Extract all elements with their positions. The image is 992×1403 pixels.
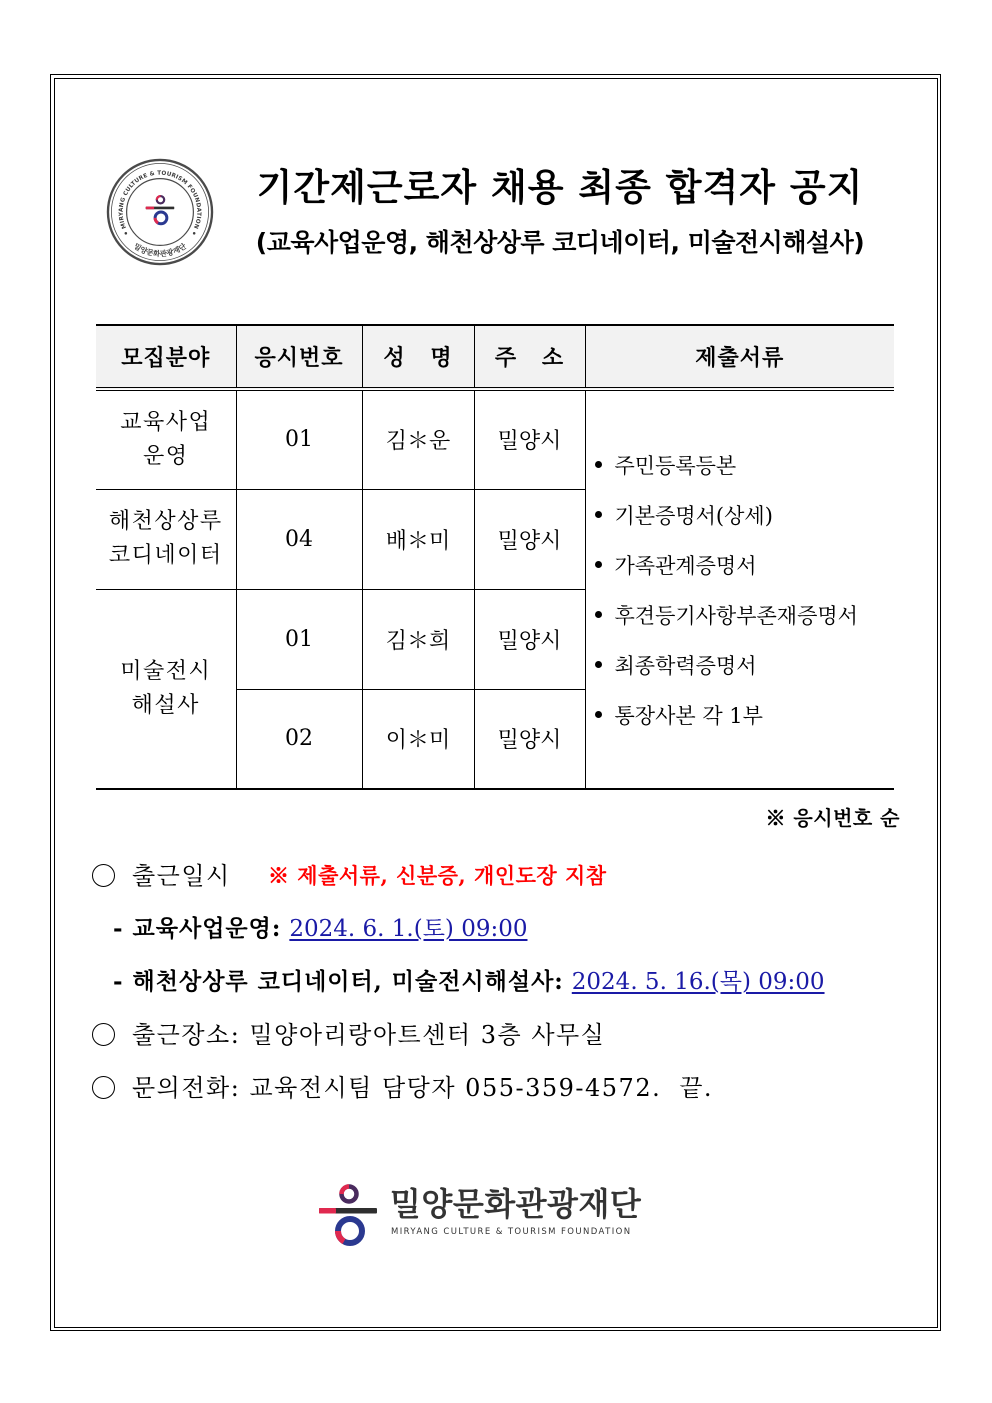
field-cell: [96, 489, 236, 589]
page-title: 기간제근로자 채용 최종 합격자 공지: [256, 166, 864, 209]
work-date-reminder: ※ 제출서류, 신분증, 개인도장 지참: [268, 863, 607, 888]
column-header-field: 모집분야: [96, 325, 236, 389]
applicant-address-cell: 밀양시: [474, 389, 585, 489]
bullet-icon: [595, 711, 602, 718]
document-name: 통장사본 각 1부: [614, 703, 763, 728]
circle-bullet-icon: [92, 1023, 115, 1046]
field-cell: [96, 589, 236, 789]
seal-text-top: MIRYANG CULTURE & TOURISM FOUNDATION: [118, 170, 202, 230]
document-name: 최종학력증명서: [614, 653, 757, 678]
applicant-number-cell: 02: [236, 689, 362, 789]
field-line: 코디네이터: [108, 543, 223, 568]
seal-dot-icon: [193, 232, 196, 235]
applicant-number-cell: 01: [236, 389, 362, 489]
seal-text-bottom: 밀양문화관광재단: [132, 241, 188, 259]
column-header-number: 응시번호: [236, 325, 362, 389]
end-mark: 끝.: [679, 1074, 714, 1102]
document-name: 후견등기사항부존재증명서: [614, 603, 858, 628]
applicant-address-cell: 밀양시: [474, 589, 585, 689]
table-header-row: [96, 325, 894, 389]
schedule-date: 2024. 6. 1.(토) 09:00: [289, 916, 528, 942]
field-line: 교육사업: [120, 409, 212, 435]
bullet-icon: [595, 561, 602, 568]
applicant-number-cell: 01: [236, 589, 362, 689]
bullet-icon: [595, 461, 602, 468]
seal-dot-icon: [125, 232, 128, 235]
required-documents-cell: [585, 389, 894, 789]
document-name: 주민등록등본: [614, 453, 737, 478]
footer-org-name-en: MIRYANG CULTURE & TOURISM FOUNDATION: [391, 1227, 632, 1237]
contact-entry: [132, 1072, 713, 1104]
field-line: 미술전시: [120, 658, 212, 684]
work-date-label: 출근일시: [132, 862, 231, 890]
bullet-icon: [595, 511, 602, 518]
applicant-name-cell: 배＊미: [362, 489, 474, 589]
table-row: [96, 389, 894, 489]
field-line: 해천상상루: [108, 509, 223, 534]
work-place-text: 출근장소: 밀양아리랑아트센터 3층 사무실: [132, 1021, 606, 1049]
applicants-table: [96, 324, 894, 790]
applicant-address-cell: 밀양시: [474, 689, 585, 789]
list-item: [595, 690, 895, 740]
foundation-seal-icon: [106, 158, 214, 266]
work-place-line: [0, 1019, 992, 1051]
circle-bullet-icon: [92, 864, 115, 887]
schedule-label: - 교육사업운영:: [113, 915, 282, 942]
schedule-entry: [113, 966, 825, 998]
schedule-line: [0, 966, 992, 998]
list-item: [595, 640, 895, 690]
list-item: [595, 590, 895, 640]
field-line: 해설사: [131, 692, 200, 718]
bullet-icon: [595, 611, 602, 618]
contact-text: 문의전화: 교육전시팀 담당자 055-359-4572.: [132, 1074, 662, 1102]
schedule-date: 2024. 5. 16.(목) 09:00: [571, 969, 825, 995]
document-name: 가족관계증명서: [614, 553, 757, 578]
applicant-number-cell: 04: [236, 489, 362, 589]
applicant-address-cell: 밀양시: [474, 489, 585, 589]
column-header-name: 성 명: [362, 325, 474, 389]
list-item: [595, 490, 895, 540]
list-item: [595, 440, 895, 490]
schedule-label: - 해천상상루 코디네이터, 미술전시해설사:: [113, 968, 564, 995]
applicant-name-cell: 김＊희: [362, 589, 474, 689]
footer-org-name: 밀양문화관광재단: [390, 1185, 642, 1223]
contact-line: [0, 1072, 992, 1104]
column-header-documents: 제출서류: [585, 325, 894, 389]
list-item: [595, 540, 895, 590]
table-sort-note: ※ 응시번호 순: [765, 806, 900, 830]
page-subtitle: (교육사업운영, 해천상상루 코디네이터, 미술전시해설사): [255, 228, 865, 257]
circle-bullet-icon: [92, 1076, 115, 1099]
foundation-logo-icon: [316, 1183, 380, 1249]
schedule-entry: [113, 913, 527, 945]
field-cell: [96, 389, 236, 489]
required-documents-list: [595, 440, 895, 740]
work-date-line: [0, 860, 992, 892]
bullet-icon: [595, 661, 602, 668]
applicant-name-cell: 김＊운: [362, 389, 474, 489]
document-name: 기본증명서(상세): [614, 503, 773, 528]
column-header-address: 주 소: [474, 325, 585, 389]
schedule-line: [0, 913, 992, 945]
applicant-name-cell: 이＊미: [362, 689, 474, 789]
field-line: 운영: [142, 443, 189, 469]
